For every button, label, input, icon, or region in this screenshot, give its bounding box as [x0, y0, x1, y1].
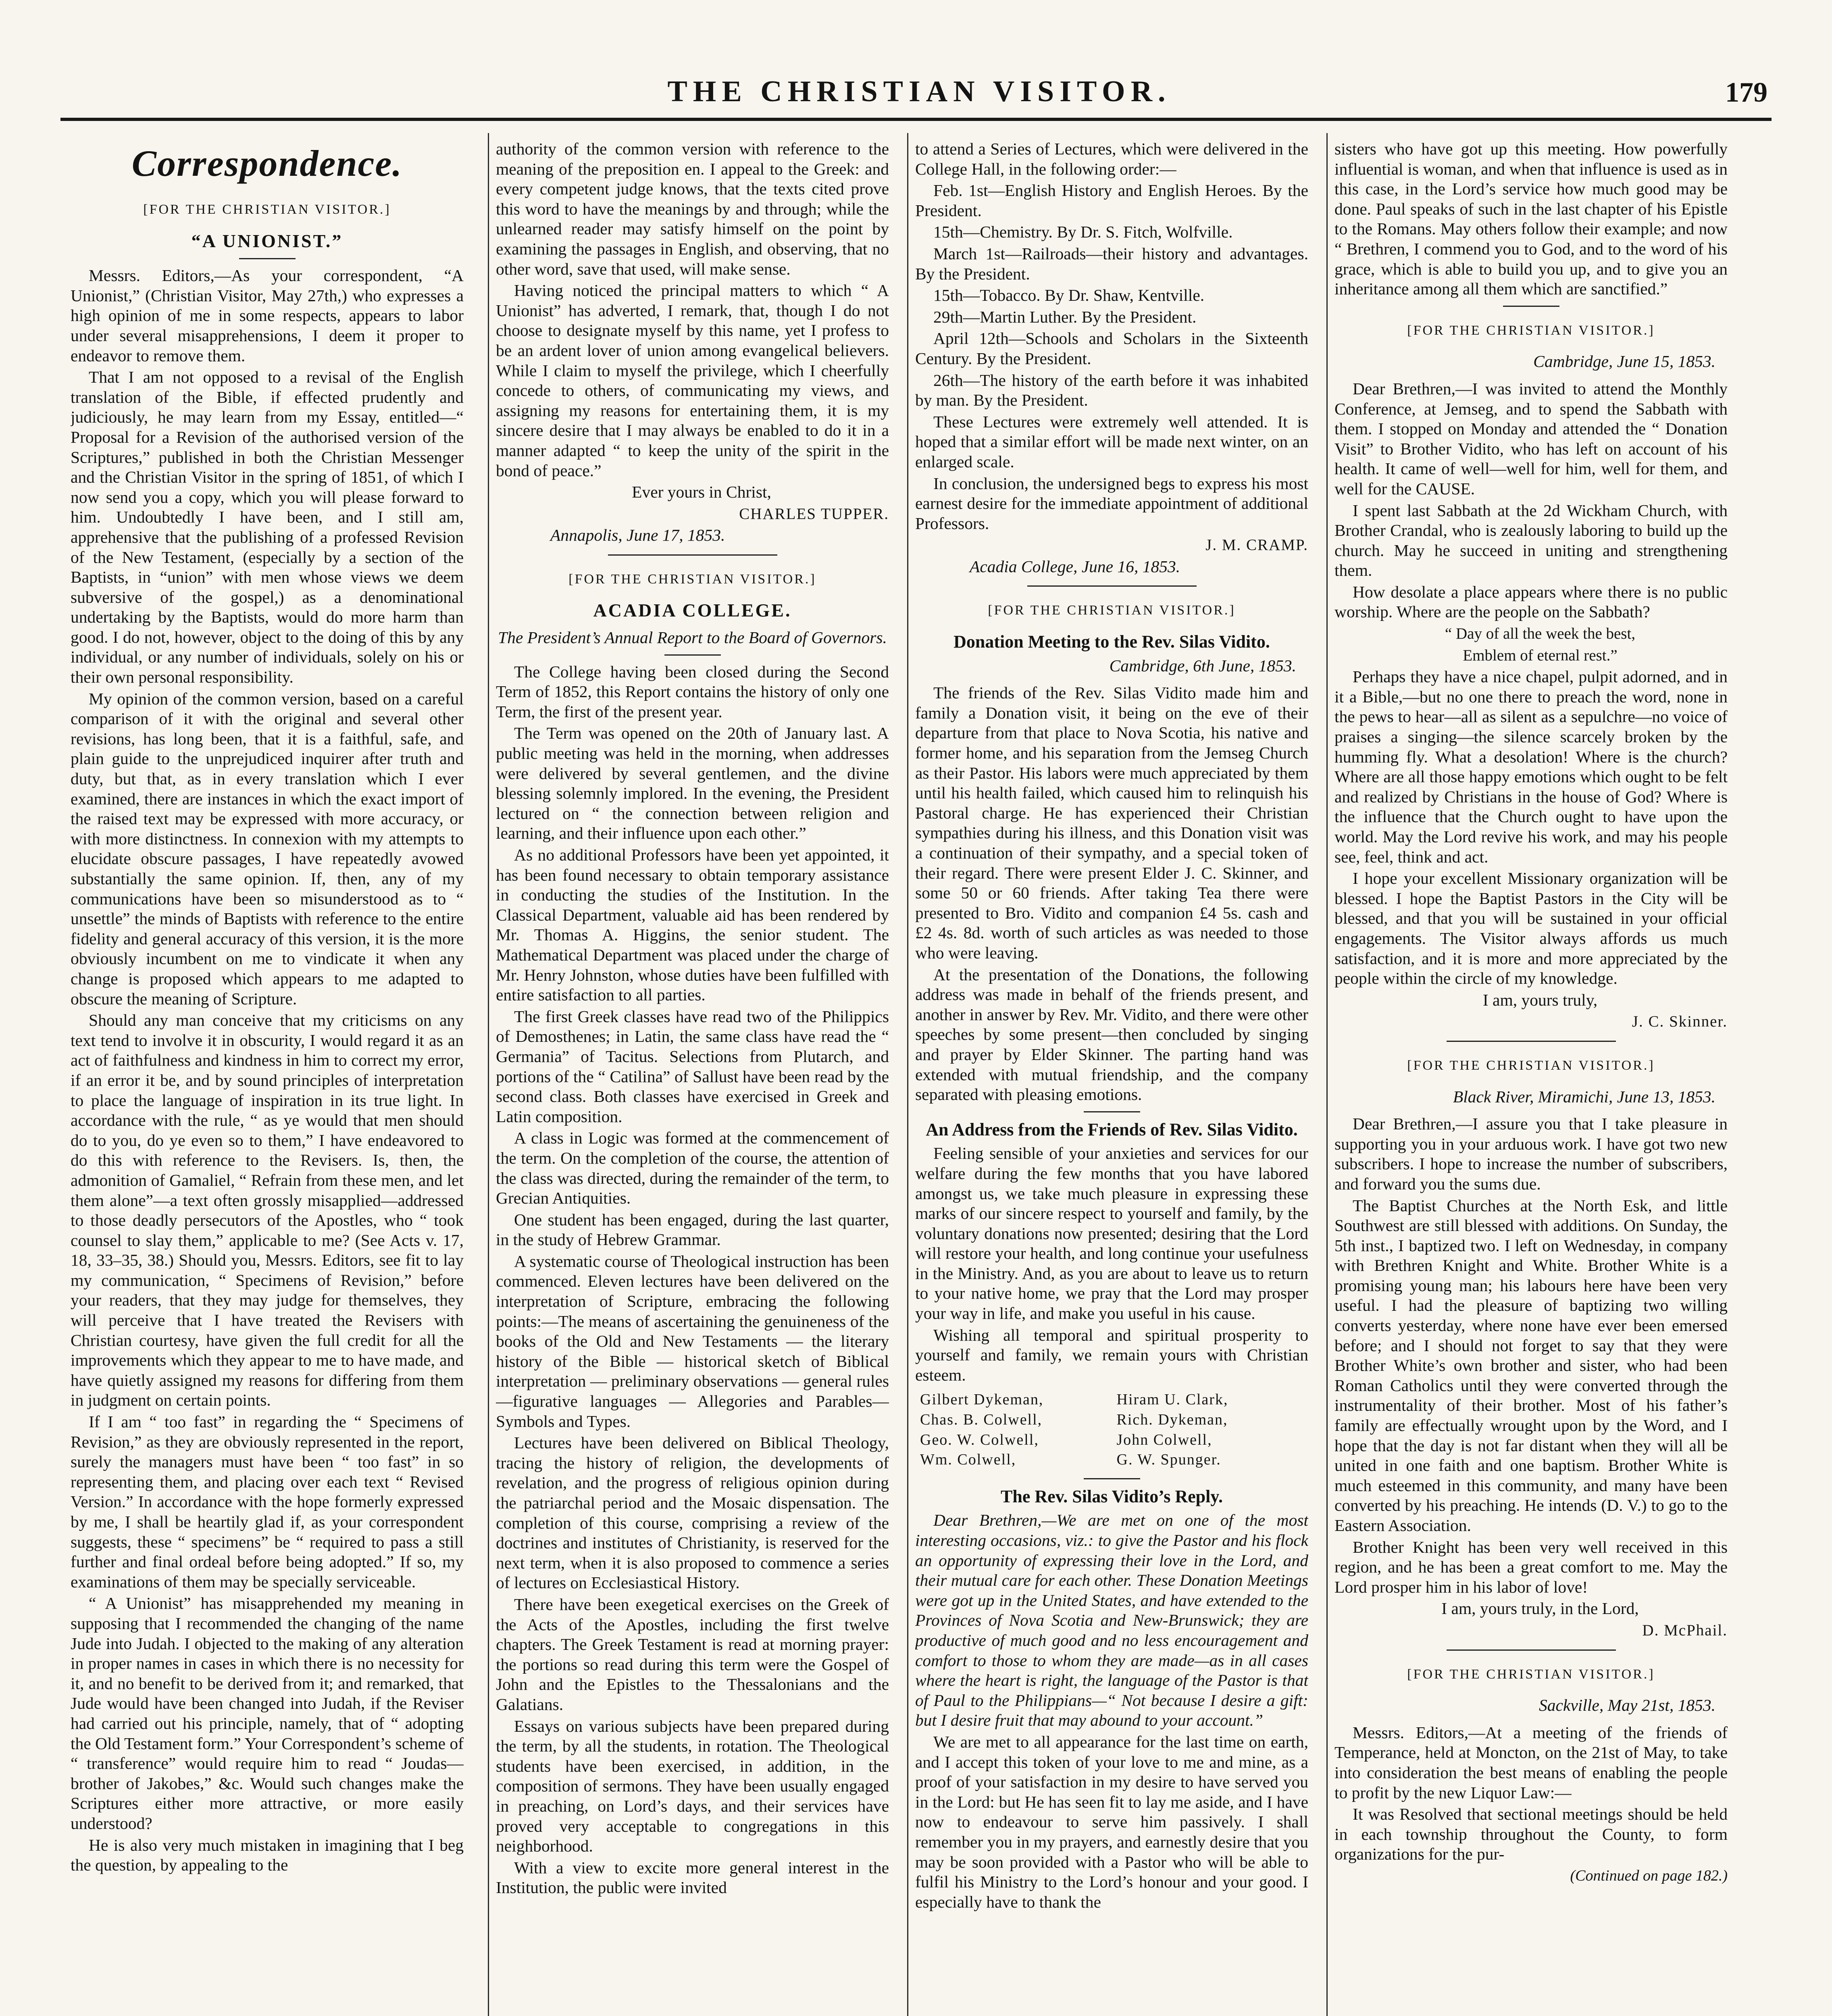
paragraph: sisters who have got up this meeting. How powerfully influential is woman, and when that influence is used as in this case, in the Lord’s service how much good may be done. Paul speaks of such in the last chapter of his Epistle to the Romans. May others follow their example; and now “ Brethren, I commend you to God, and to the word of his grace, which is able to build you up, and to give you an inheritance among all them which are sanctified.”: [1334, 140, 1728, 298]
section-rule: [1447, 1649, 1616, 1651]
article-title: Donation Meeting to the Rev. Silas Vidito.: [953, 632, 1270, 652]
article-subtitle: The President’s Annual Report to the Board of Governors.: [498, 628, 887, 647]
short-rule: [1084, 1111, 1140, 1112]
signatory-name: Hiram U. Clark,: [1116, 1391, 1228, 1408]
lecture-item: 26th—The history of the earth before it was inhabited by man. By the President.: [915, 371, 1308, 410]
paragraph: authority of the common version with reference to the meaning of the preposition en. I appeal to the Greek: and every competent judge knows, that the texts cited prove this word to have the meanings by and through; while the unlearned reader may satisfy himself on the point by examining the passages in English, and observing, that no other word, save that used, will make sense.: [496, 140, 889, 278]
paragraph: Should any man conceive that my criticisms on any text tend to involve it in obscurity, I would regard it as an act of faithfulness and kindness in him to correct my error, if an error it be, and by sound principles of interpretation to place the language of inspiration in its true light. In accordance with the rule, “ as ye would that men should do to you, do ye even so to them,” I have endeavored to do this with reference to the Revisers. Is, then, the admonition of Gamaliel, “ Refrain from these men, and let them alone”—a text often grossly misapplied—addressed to those deadly persecutors of the Apostles, who “ took counsel to slay them,” applicable to me? (See Acts v. 17, 18, 33–35, 38.) Should you, Messrs. Editors, see fit to lay my communication, “ Specimens of Revision,” before your readers, that they may judge for themselves, they will perceive that I have treated the Revisers with Christian courtesy, have given the full credit for all the improvements which they appear to me to have made, and have quietly assigned my reasons for differing from them in judgment on certain points.: [71, 1011, 464, 1410]
source-tag: [FOR THE CHRISTIAN VISITOR.]: [1407, 1666, 1655, 1682]
paragraph: Dear Brethren,—I assure you that I take pleasure in supporting you in your arduous work. I have got two new subscribers. I hope to increase the number of subscribers, and forward you the sums due.: [1334, 1114, 1728, 1193]
source-tag: [FOR THE CHRISTIAN VISITOR.]: [143, 202, 391, 217]
section-rule: [1027, 585, 1197, 587]
paragraph: Messrs. Editors,—At a meeting of the friends of Temperance, held at Moncton, on the 21st of May, to take into consideration the best means of enabling the people to profit by the new Liquor Law:—: [1334, 1723, 1728, 1802]
dateline: Black River, Miramichi, June 13, 1853.: [1453, 1087, 1715, 1106]
lecture-item: 15th—Chemistry. By Dr. S. Fitch, Wolfville.: [933, 223, 1233, 242]
paragraph: He is also very much mistaken in imagining that I beg the question, by appealing to the: [71, 1835, 464, 1874]
paragraph: The College having been closed during the Second Term of 1852, this Report contains the history of only one Term, the first of the present year.: [496, 662, 889, 721]
signature: J. C. Skinner.: [1632, 1013, 1728, 1031]
column-divider: [1326, 133, 1328, 2016]
short-rule: [1084, 1478, 1140, 1479]
paragraph: It was Resolved that sectional meetings should be held in each township throughout the County, to form organizations for the pur-: [1334, 1805, 1728, 1864]
paragraph: That I am not opposed to a revisal of the English translation of the Bible, if effected prudently and judiciously, he may learn from my Essay, entitled—“ Proposal for a Revision of the authorised version of the Scriptures,” published in both the Christian Messenger and the Christian Visitor in the spring of 1851, of which I now send you a copy, which you will please forward to him. Undoubtedly I have been, and I still am, apprehensive that the publishing of a professed Revision of the New Testament, (especially by a section of the Baptists, in “union” with men whose views we deem subversive of the gospel,) as a denominational undertaking by the Baptists, would do more harm than good. I do not, however, object to the doing of this by any individual, or any number of individuals, solely on his or their own personal responsibility.: [71, 368, 464, 687]
column-2: [496, 139, 889, 2016]
closing: Ever yours in Christ,: [632, 483, 771, 502]
column-divider: [488, 133, 489, 2016]
paragraph: Dear Brethren,—We are met on one of the most interesting occasions, viz.: to give the Pastor and his flock an opportunity of expressing their love in the Lord, and their mutual care for each other. These Donation Meetings were got up in the United States, and have extended to the Provinces of Nova Scotia and New-Brunswick; they are productive of much good and no less encouragement and comfort to those to whom they are made—as in all cases where the heart is right, the language of the Pastor is that of Paul to the Philippians—“ Not because I desire a gift: but I desire fruit that may abound to your account.”: [915, 1511, 1308, 1730]
lecture-item: April 12th—Schools and Scholars in the Sixteenth Century. By the President.: [915, 329, 1308, 368]
paragraph: Messrs. Editors,—As your correspondent, “A Unionist,” (Christian Visitor, May 27th,) who expresses a high opinion of me in some respects, appears to labor under several misapprehensions, I deem it proper to endeavor to remove them.: [71, 266, 464, 365]
paragraph: We are met to all appearance for the last time on earth, and I accept this token of your love to me and mine, as a proof of your satisfaction in my desire to have served you in the Lord: but He has seen fit to lay me aside, and I have now to endeavour to serve him passively. I shall remember you in my prayers, and earnestly desire that you may be soon provided with a Pastor who will be able to fulfil his Ministry to the Lord’s honour and your good. I especially have to thank the: [915, 1732, 1308, 1911]
short-rule: [239, 258, 296, 259]
lecture-item: March 1st—Railroads—their history and advantages. By the President.: [915, 244, 1308, 283]
source-tag: [FOR THE CHRISTIAN VISITOR.]: [568, 571, 816, 587]
source-tag: [FOR THE CHRISTIAN VISITOR.]: [1407, 1058, 1655, 1073]
masthead: THE CHRISTIAN VISITOR.: [667, 75, 1171, 108]
verse-line: “ Day of all the week the best,: [1445, 625, 1636, 643]
verse-line: Emblem of eternal rest.”: [1463, 646, 1618, 664]
signature: CHARLES TUPPER.: [739, 505, 889, 523]
paragraph: How desolate a place appears where there is no public worship. Where are the people on the Sabbath?: [1334, 582, 1728, 621]
article-title: “A UNIONIST.”: [191, 230, 343, 251]
section-rule: [1447, 1041, 1616, 1042]
article-title: ACADIA COLLEGE.: [593, 600, 792, 621]
paragraph: There have been exegetical exercises on the Greek of the Acts of the Apostles, including the first twelve chapters. The Greek Testament is read at morning prayer: the portions so read during this term were the Gospel of John and the Epistles to the Thessalonians and the Galatians.: [496, 1595, 889, 1714]
signatory-name: Gilbert Dykeman,: [920, 1391, 1044, 1408]
dateline: Sackville, May 21st, 1853.: [1539, 1696, 1715, 1715]
paragraph: If I am “ too fast” in regarding the “ Specimens of Revision,” as they are obviously represented in the report, surely the managers must have been “ too fast” in so representing them, and placing over each text “ Revised Version.” In accordance with the hope formerly expressed by me, I shall be heartily glad if, as your correspondent suggests, these “ specimens” be “ required to pass a still further and final ordeal before being adopted.” If so, my examinations of them may be specially serviceable.: [71, 1412, 464, 1591]
lecture-item: 29th—Martin Luther. By the President.: [933, 307, 1197, 326]
lecture-item: 15th—Tobacco. By Dr. Shaw, Kentville.: [933, 286, 1205, 305]
article-title: An Address from the Friends of Rev. Silas Vidito.: [926, 1119, 1298, 1139]
column-4: [1334, 139, 1728, 2016]
signatories: [915, 1390, 1308, 1470]
masthead-rule: [60, 118, 1772, 121]
paragraph: These Lectures were extremely well attended. It is hoped that a similar effort will be made next winter, on an enlarged scale.: [915, 412, 1308, 471]
paragraph: At the presentation of the Donations, the following address was made in behalf of the friends present, and another in answer by Rev. Mr. Vidito, and there were other speeches by some present—then concluded by singing and prayer by Elder Skinner. The parting hand was extended with mutual friendship, and the company separated with pleasing emotions.: [915, 965, 1308, 1104]
signatory-name: Chas. B. Colwell,: [920, 1411, 1043, 1429]
paragraph: Dear Brethren,—I was invited to attend the Monthly Conference, at Jemseg, and to spend the Sabbath with them. I stopped on Monday and attended the “ Donation Visit” to Brother Vidito, who has left on account of his health. It came of well—well for him, well for them, and well for the CAUSE.: [1334, 379, 1728, 498]
signature: D. McPhail.: [1642, 1621, 1728, 1639]
source-tag: [FOR THE CHRISTIAN VISITOR.]: [1407, 323, 1655, 338]
signatory-name: G. W. Spunger.: [1116, 1451, 1221, 1468]
short-rule: [1503, 306, 1559, 307]
paragraph: Perhaps they have a nice chapel, pulpit adorned, and in it a Bible,—but no one there to preach the word, none in the pews to hear—all as silent as a sepulchre—no voice of praises a singing—the silence scarcely broken by the humming fly. What a desolation! Where is the church? Where are all those happy emotions which ought to be felt and realized by Christians in the house of God? Where is the influence that the Church ought to have upon the world. May the Lord revive his work, and may his people see, feel, think and act.: [1334, 667, 1728, 866]
paragraph: Feeling sensible of your anxieties and services for our welfare during the few months that you have labored amongst us, we take much pleasure in expressing these marks of our sincere respect to yourself and family, by the voluntary donations now presented; desiring that the Lord will restore your health, and long continue your usefulness in the Ministry. And, as you are about to leave us to return to your native home, we pray that the Lord may prosper your way in life, and make you useful in his cause.: [915, 1144, 1308, 1323]
paragraph: “ A Unionist” has misapprehended my meaning in supposing that I recommended the changing of the name Jude into Judah. I objected to the making of any alteration in proper names in cases in which there is no necessity for it, and no benefit to be derived from it; and remarked, that Jude would have been changed into Judah, if the Reviser had carried out his principle, namely, that of “ adopting the Old Testament form.” Your Correspondent’s scheme of “ transference” would require him to read “ Joudas—brother of Jakobes,” &c. Would such changes make the Scriptures either more attractive, or more easily understood?: [71, 1594, 464, 1833]
paragraph: I spent last Sabbath at the 2d Wickham Church, with Brother Crandal, who is zealously laboring to build up the church. May he succeed in uniting and strengthening them.: [1334, 501, 1728, 580]
page-number: 179: [1725, 77, 1767, 108]
paragraph: to attend a Series of Lectures, which were delivered in the College Hall, in the following order:—: [915, 140, 1308, 178]
closing: I am, yours truly,: [1482, 990, 1598, 1009]
paragraph: The friends of the Rev. Silas Vidito made him and family a Donation visit, it being on the eve of their departure from that place to Nova Scotia, his native and former home, and his separation from the Jemseg Church as their Pastor. His labors were much appreciated by them until his health failed, which caused him to relinquish his Pastoral charge. He has experienced their Christian sympathies during his illness, and this Donation visit was a continuation of their sympathy, and a special token of their regard. There were present Elder J. C. Skinner, and some 50 or 60 friends. After taking Tea there were presented to Bro. Vidito and companion £4 5s. cash and £2 4s. 8d. worth of such articles as was needed to those who were leaving.: [915, 683, 1308, 962]
paragraph: The Term was opened on the 20th of January last. A public meeting was held in the morning, when addresses were delivered by several gentlemen, and the divine blessing solemnly implored. In the evening, the President lectured on “ the connection between religion and learning, and their influence upon each other.”: [496, 724, 889, 843]
paragraph: Lectures have been delivered on Biblical Theology, tracing the history of religion, the developments of revelation, and the progress of religious opinion during the patriarchal period and the Mosaic dispensation. The completion of this course, comprising a review of the doctrines and institutes of Christianity, is reserved for the next term, when it is also proposed to commence a series of lectures on Ecclesiastical History.: [496, 1433, 889, 1592]
section-rule: [608, 554, 777, 556]
paragraph: The first Greek classes have read two of the Philippics of Demosthenes; in Latin, the same class have read the “ Germania” of Tacitus. Selections from Plutarch, and portions of the “ Catilina” of Sallust have been read by the second class. Both classes have exercised in Greek and Latin composition.: [496, 1007, 889, 1126]
dateline: Cambridge, June 15, 1853.: [1533, 352, 1715, 371]
continued-note: (Continued on page 182.): [1570, 1867, 1728, 1884]
dateline: Annapolis, June 17, 1853.: [550, 526, 725, 545]
paragraph: My opinion of the common version, based on a careful comparison of it with the original and several other revisions, has long been, that it is a faithful, safe, and plain guide to the unprejudiced inquirer after truth and duty, but that, as in every translation which I ever examined, there are instances in which the exact import of the raised text may be expressed with more accuracy, or with more distinctness. In connexion with my attempts to elucidate obscure passages, I have repeatedly avowed substantially the same opinion. If, then, any of my communications have been so misunderstood as to “ unsettle” the minds of Baptists with reference to the entire fidelity and general accuracy of this version, it is the more obviously incumbent on me to vindicate it when any change is proposed which appears to me adapted to obscure the meaning of Scripture.: [71, 689, 464, 1008]
closing: I am, yours truly, in the Lord,: [1441, 1599, 1639, 1618]
signatory-name: Rich. Dykeman,: [1116, 1411, 1228, 1429]
paragraph: As no additional Professors have been yet appointed, it has been found necessary to obtain temporary assistance in conducting the studies of the Institution. In the Classical Department, valuable aid has been rendered by Mr. Thomas A. Higgins, the senior student. The Mathematical Department was placed under the charge of Mr. Henry Johnston, whose duties have been fulfilled with entire satisfaction to all parties.: [496, 846, 889, 1004]
paragraph: Essays on various subjects have been prepared during the term, by all the students, in rotation. The Theological students have been exercised, in addition, in the composition of sermons. They have been usually engaged in preaching, on Lord’s days, and their services have proved very acceptable to congregations in this neighborhood.: [496, 1716, 889, 1856]
signatory-name: Wm. Colwell,: [920, 1451, 1016, 1468]
paragraph: One student has been engaged, during the last quarter, in the study of Hebrew Grammar.: [496, 1210, 889, 1249]
short-rule: [664, 654, 721, 656]
paragraph: Brother Knight has been very well received in this region, and he has been a great comfort to me. May the Lord prosper him in his labor of love!: [1334, 1537, 1728, 1596]
paragraph: In conclusion, the undersigned begs to express his most earnest desire for the immediate appointment of additional Professors.: [915, 474, 1308, 533]
article-title: The Rev. Silas Vidito’s Reply.: [1001, 1486, 1223, 1506]
column-1: [71, 139, 464, 2016]
dateline: Cambridge, 6th June, 1853.: [1109, 656, 1296, 675]
column-divider: [907, 133, 908, 2016]
paragraph: A class in Logic was formed at the commencement of the term. On the completion of the course, the attention of the class was directed, during the remainder of the term, to Grecian Antiquities.: [496, 1129, 889, 1208]
paragraph: The Baptist Churches at the North Esk, and little Southwest are still blessed with additions. On Sunday, the 5th inst., I baptized two. I left on Wednesday, in company with Brethren Knight and White. Brother White is a promising young man; his labours here have been very useful. I had the pleasure of baptizing two willing converts yesterday, where none have ever been emersed before; and I should not forget to say that they were Brother White’s own brother and sister, who had been Roman Catholics until they were converted through the instrumentality of their brother. Most of his father’s family are effectually wrought upon by the Word, and I hope that the day is not far distant when they will all be united in one faith and one baptism. Brother White is much esteemed in this community, and many have been converted by his preaching. He intends (D. V.) to go to the Eastern Association.: [1334, 1196, 1728, 1535]
paragraph: Wishing all temporal and spiritual prosperity to yourself and family, we remain yours with Christian esteem.: [915, 1325, 1308, 1384]
paragraph: Having noticed the principal matters to which “ A Unionist” has adverted, I remark, that, though I do not choose to designate myself by this name, yet I profess to be an ardent lover of union among evangelical believers. While I claim to myself the privilege, which I cheerfully concede to others, of communicating my views, and assigning my reasons for entertaining them, it is my sincere desire that I may always be enabled to do it in a manner adapted “ to keep the unity of the spirit in the bond of peace.”: [496, 281, 889, 480]
source-tag: [FOR THE CHRISTIAN VISITOR.]: [988, 603, 1236, 618]
signature: J. M. CRAMP.: [1205, 536, 1308, 554]
paragraph: I hope your excellent Missionary organization will be blessed. I hope the Baptist Pastors in the City will be blessed, and that you will be sustained in your official engagements. The Visitor always affords us much satisfaction, and it is more and more appreciated by the people within the circle of my knowledge.: [1334, 869, 1728, 988]
paragraph: With a view to excite more general interest in the Institution, the public were invited: [496, 1858, 889, 1897]
signatory-name: Geo. W. Colwell,: [920, 1431, 1039, 1448]
column-3: [915, 139, 1308, 2016]
paragraph: A systematic course of Theological instruction has been commenced. Eleven lectures have been delivered on the interpretation of Scripture, embracing the following points:—The means of ascertaining the genuineness of the books of the Old and New Testaments — the literary history of the Bible — historical sketch of Biblical interpretation — preliminary observations — general rules—figurative languages — Allegories and Parables—Symbols and Types.: [496, 1252, 889, 1431]
signatory-name: John Colwell,: [1116, 1431, 1212, 1448]
section-heading: Correspondence.: [131, 143, 403, 184]
lecture-item: Feb. 1st—English History and English Heroes. By the President.: [915, 181, 1308, 220]
dateline: Acadia College, June 16, 1853.: [970, 557, 1180, 576]
